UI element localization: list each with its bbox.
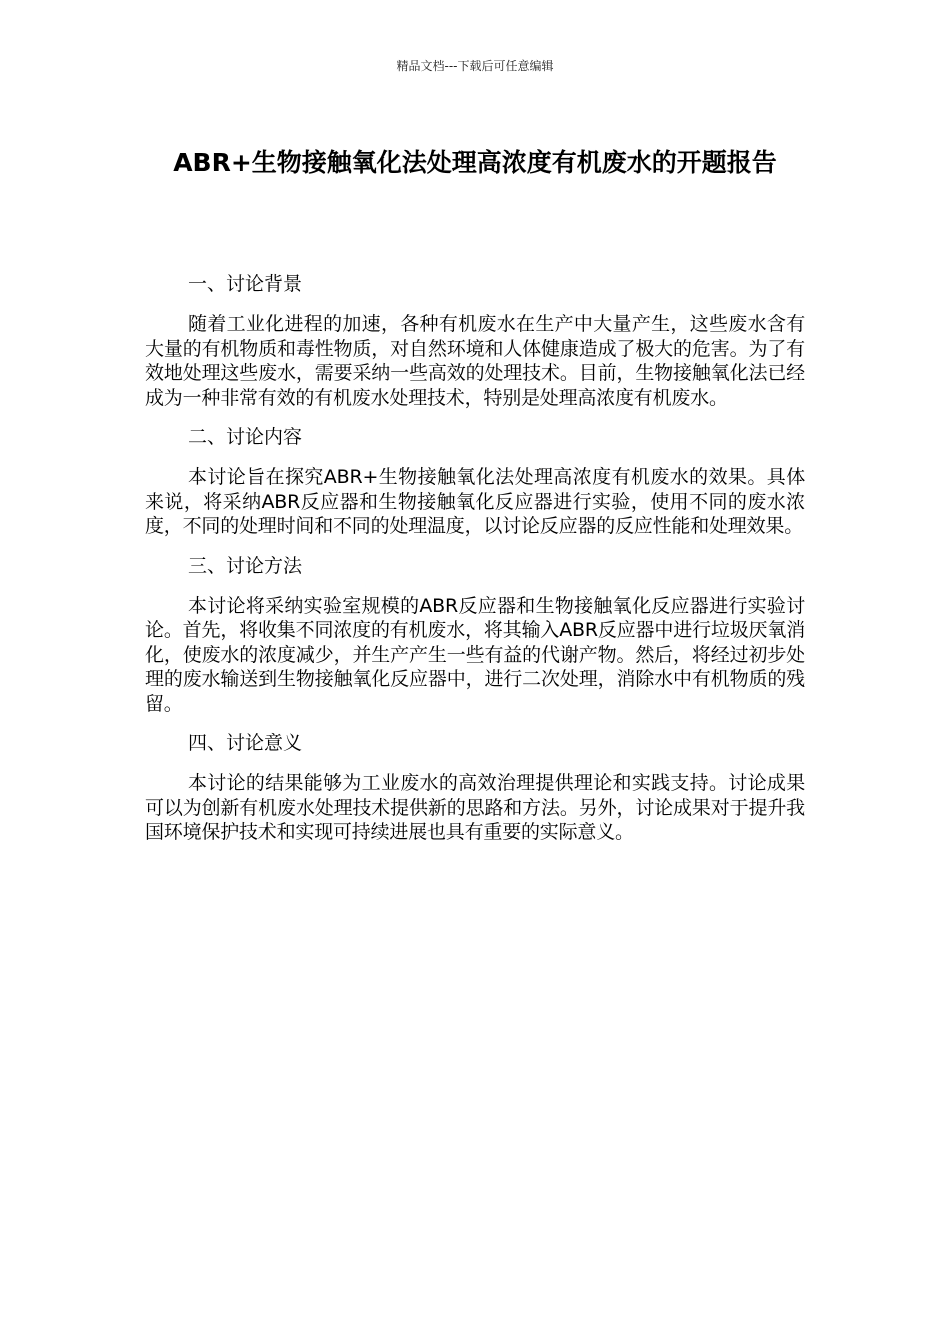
section-significance [145, 729, 805, 845]
document-title: ABR+生物接触氧化法处理高浓度有机废水的开题报告 [173, 148, 777, 177]
section-paragraph: 随着工业化进程的加速，各种有机废水在生产中大量产生，这些废水含有大量的有机物质和毒性物质，对自然环境和人体健康造成了极大的危害。为了有效地处理这些废水，需要采纳一些高效的处理技术。目前，生物接触氧化法已经成为一种非常有效的有机废水处理技术，特别是处理高浓度有机废水。 [145, 313, 805, 409]
section-heading: 一、讨论背景 [188, 273, 303, 295]
header-watermark: 精品文档---下载后可任意编辑 [396, 59, 554, 73]
section-heading: 二、讨论内容 [188, 426, 303, 448]
document-body [145, 270, 805, 858]
section-heading: 三、讨论方法 [188, 554, 303, 577]
section-content [145, 423, 805, 539]
section-paragraph: 本讨论旨在探究ABR+生物接触氧化法处理高浓度有机废水的效果。具体来说，将采纳ABR反应器和生物接触氧化反应器进行实验，使用不同的废水浓度，不同的处理时间和不同的处理温度，以讨论反应器的反应性能和处理效果。 [145, 466, 805, 537]
section-paragraph: 本讨论的结果能够为工业废水的高效治理提供理论和实践支持。讨论成果可以为创新有机废水处理技术提供新的思路和方法。另外，讨论成果对于提升我国环境保护技术和实现可持续进展也具有重要的实际意义。 [145, 772, 805, 843]
section-background [145, 270, 805, 410]
section-method [145, 552, 805, 717]
section-paragraph: 本讨论将采纳实验室规模的ABR反应器和生物接触氧化反应器进行实验讨论。首先，将收集不同浓度的有机废水，将其输入ABR反应器中进行垃圾厌氧消化，使废水的浓度减少，并生产产生一些有益的代谢产物。然后，将经过初步处理的废水输送到生物接触氧化反应器中，进行二次处理，消除水中有机物质的残留。 [145, 594, 805, 715]
section-heading: 四、讨论意义 [188, 732, 303, 754]
